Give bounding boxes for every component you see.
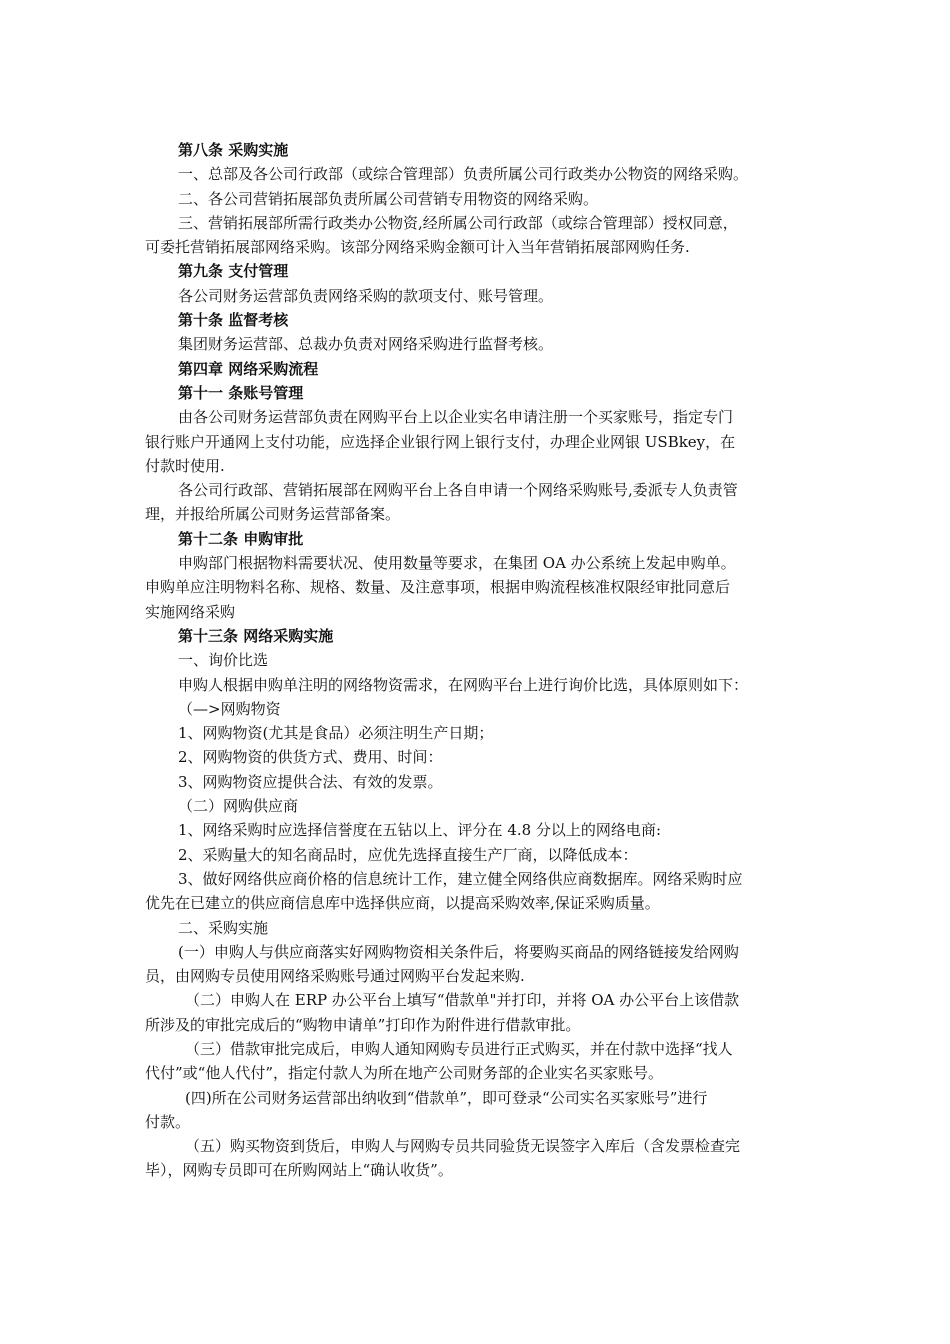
text-line: （二）申购人在 ERP 办公平台上填写“借款单"并打印，并将 OA 办公平台上该借款 — [185, 991, 740, 1010]
text-line: 2、网购物资的供货方式、费用、时间： — [178, 748, 443, 767]
text-line: 各公司财务运营部负责网络采购的款项支付、账号管理。 — [178, 286, 554, 305]
text-line: 付款。 — [145, 1112, 191, 1131]
text-line: 优先在已建立的供应商信息库中选择供应商，以提高采购效率,保证采购质量。 — [145, 894, 660, 913]
text-line: 理，并报给所属公司财务运营部备案。 — [145, 505, 401, 524]
text-line: （三）借款审批完成后，申购人通知网购专员进行正式购买，并在付款中选择“找人 — [185, 1039, 733, 1058]
section-heading: 第四章 网络采购流程 — [178, 359, 319, 378]
text-line: 申购人根据申购单注明的网络物资需求，在网购平台上进行询价比选，具体原则如下： — [178, 675, 749, 694]
document-page — [145, 138, 811, 1183]
text-line: 各公司行政部、营销拓展部在网购平台上各自申请一个网络采购账号,委派专人负责管 — [178, 481, 738, 500]
text-line: 申购单应注明物料名称、规格、数量、及注意事项，根据申购流程核准权限经审批同意后 — [145, 578, 731, 597]
text-line: 代付”或“他人代付”，指定付款人为所在地产公司财务部的企业实名买家账号。 — [145, 1064, 664, 1083]
section-heading: 第十三条 网络采购实施 — [178, 626, 334, 645]
text-line: 申购部门根据物料需要状况、使用数量等要求，在集团 OA 办公系统上发起申购单。 — [178, 554, 736, 573]
text-line: 3、做好网络供应商价格的信息统计工作，建立健全网络供应商数据库。网络采购时应 — [178, 869, 743, 888]
section-heading: 第十二条 申购审批 — [178, 529, 304, 548]
text-line: (四)所在公司财务运营部出纳收到“借款单”，即可登录“公司实名买家账号”进行 — [185, 1088, 708, 1107]
section-heading: 第九条 支付管理 — [178, 262, 289, 281]
text-line: 所涉及的审批完成后的“购物申请单”打印作为附件进行借款审批。 — [145, 1015, 581, 1034]
text-line: 可委托营销拓展部网络采购。该部分网络采购金额可计入当年营销拓展部网购任务. — [145, 238, 690, 257]
text-line: 员，由网购专员使用网络采购账号通过网购平台发起来购. — [145, 967, 525, 986]
text-line: （五）购买物资到货后，申购人与网购专员共同验货无误签字入库后（含发票检查完 — [185, 1137, 741, 1156]
text-line: 1、网络采购时应选择信誉度在五钻以上、评分在 4.8 分以上的网络电商: — [178, 821, 661, 840]
text-line: 集团财务运营部、总裁办负责对网络采购进行监督考核。 — [178, 335, 554, 354]
text-line: 1、网购物资(尤其是食品）必须注明生产日期； — [178, 724, 494, 743]
text-line: 一、总部及各公司行政部（或综合管理部）负责所属公司行政类办公物资的网络采购。 — [178, 165, 749, 184]
section-heading: 第十一 条账号管理 — [178, 383, 304, 402]
text-line: 2、采购量大的知名商品时，应优先选择直接生产厂商，以降低成本： — [178, 845, 638, 864]
text-line: 实施网络采购 — [145, 602, 236, 621]
text-line: 3、网购物资应提供合法、有效的发票。 — [178, 772, 443, 791]
text-line: 二、各公司营销拓展部负责所属公司营销专用物资的网络采购。 — [178, 189, 599, 208]
text-line: 三、营销拓展部所需行政类办公物资,经所属公司行政部（或综合管理部）授权同意， — [178, 213, 738, 232]
text-line: 付款时使用. — [145, 456, 225, 475]
text-line: 银行账户开通网上支付功能，应选择企业银行网上银行支付，办理企业网银 USBkey，在 — [145, 432, 736, 451]
section-heading: 第八条 采购实施 — [178, 141, 289, 159]
text-line: （—>网购物资 — [178, 699, 281, 718]
text-line: 由各公司财务运营部负责在网购平台上以企业实名申请注册一个买家账号，指定专门 — [178, 408, 734, 427]
text-line: （二）网购供应商 — [178, 797, 299, 816]
section-heading: 第十条 监督考核 — [178, 311, 289, 330]
text-line: 一、询价比选 — [178, 651, 269, 670]
text-line: 毕），网购专员即可在所购网站上“确认收货”。 — [145, 1161, 453, 1180]
text-line: (一）申购人与供应商落实好网购物资相关条件后，将要购买商品的网络链接发给网购 — [178, 942, 739, 961]
text-line: 二、采购实施 — [178, 918, 269, 937]
